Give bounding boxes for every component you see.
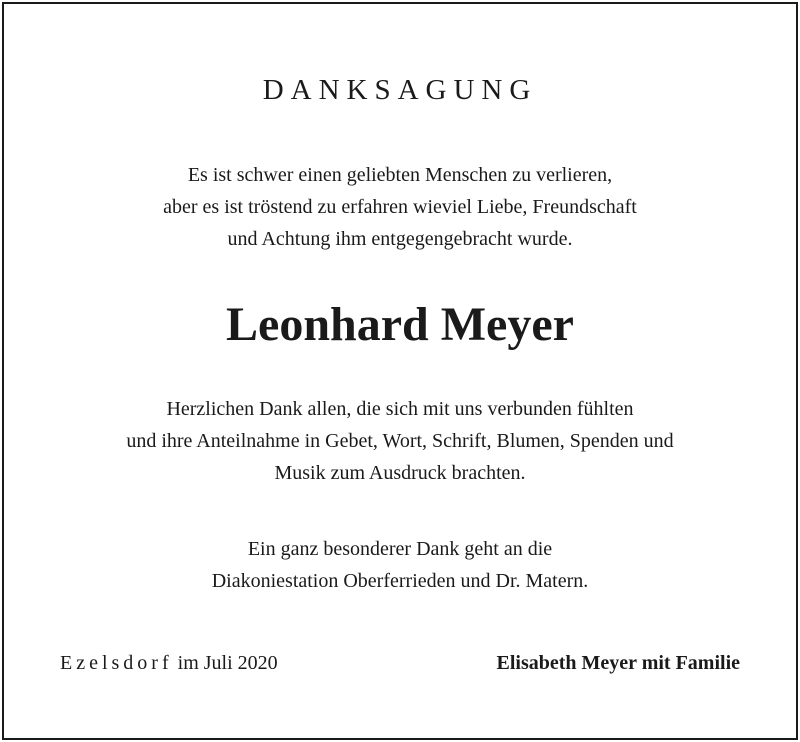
intro-text bbox=[0, 159, 800, 255]
place: Ezelsdorf bbox=[60, 652, 173, 674]
date: im Juli 2020 bbox=[177, 652, 278, 674]
thanks-line: Musik zum Ausdruck brachten. bbox=[274, 462, 526, 484]
signature: Elisabeth Meyer mit Familie bbox=[496, 652, 740, 674]
place-date bbox=[60, 648, 278, 678]
intro-line: und Achtung ihm entgegengebracht wurde. bbox=[227, 228, 573, 250]
notice-heading: DANKSAGUNG bbox=[262, 74, 538, 106]
intro-line: aber es ist tröstend zu erfahren wieviel Liebe, Freundschaft bbox=[163, 196, 637, 218]
thanks-line: und ihre Anteilnahme in Gebet, Wort, Schrift, Blumen, Spenden und bbox=[126, 430, 674, 452]
special-thanks-line: Ein ganz besonderer Dank geht an die bbox=[247, 538, 553, 560]
special-thanks-text bbox=[0, 533, 800, 597]
notice-frame bbox=[2, 2, 798, 740]
intro-line: Es ist schwer einen geliebten Menschen zu verlieren, bbox=[187, 164, 613, 186]
special-thanks-line: Diakoniestation Oberferrieden und Dr. Matern. bbox=[211, 570, 589, 592]
thanks-line: Herzlichen Dank allen, die sich mit uns verbunden fühlten bbox=[166, 398, 634, 420]
thanks-text bbox=[0, 393, 800, 489]
deceased-name: Leonhard Meyer bbox=[226, 298, 574, 351]
